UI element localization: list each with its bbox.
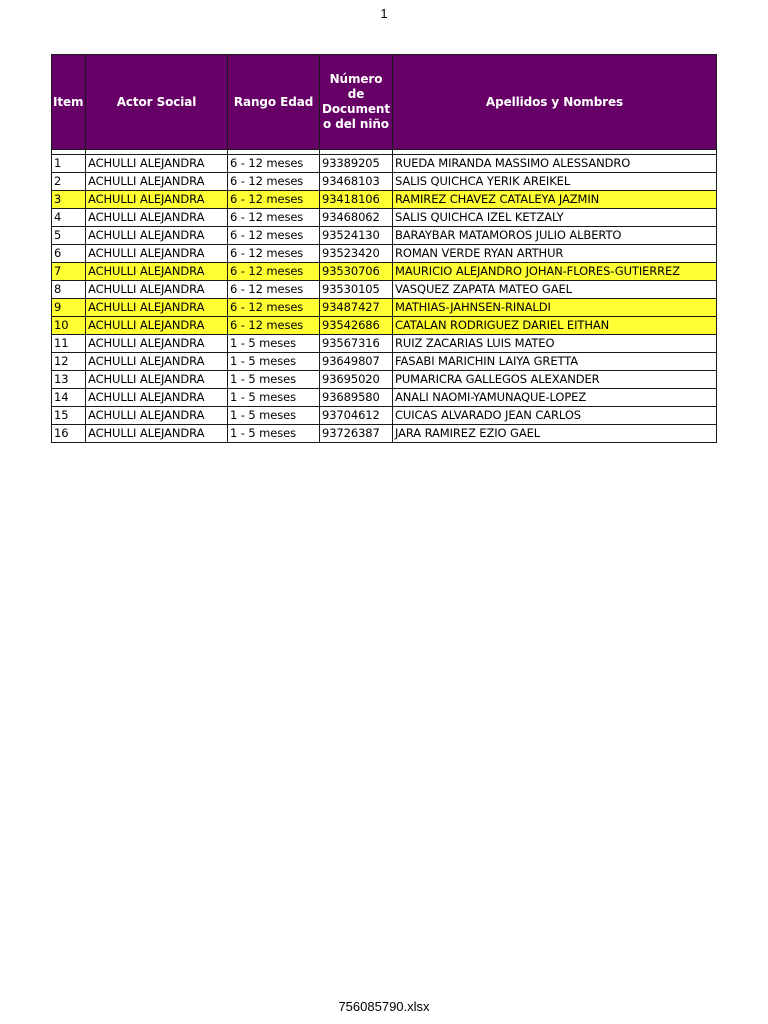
cell-apellidos-nombres: MATHIAS-JAHNSEN-RINALDI <box>393 299 717 317</box>
cell-rango-edad: 1 - 5 meses <box>228 353 320 371</box>
cell-actor-social: ACHULLI ALEJANDRA <box>86 407 228 425</box>
cell-item: 14 <box>52 389 86 407</box>
cell-numero-documento: 93418106 <box>320 191 393 209</box>
cell-item: 2 <box>52 173 86 191</box>
header-row <box>52 55 717 150</box>
cell-numero-documento: 93542686 <box>320 317 393 335</box>
cell-item: 5 <box>52 227 86 245</box>
cell-item: 9 <box>52 299 86 317</box>
cell-rango-edad: 6 - 12 meses <box>228 155 320 173</box>
table-row <box>52 209 717 227</box>
cell-numero-documento: 93468103 <box>320 173 393 191</box>
cell-item: 13 <box>52 371 86 389</box>
cell-numero-documento: 93704612 <box>320 407 393 425</box>
page-number: 1 <box>380 6 388 21</box>
file-name-footer: 756085790.xlsx <box>338 999 430 1014</box>
cell-numero-documento: 93689580 <box>320 389 393 407</box>
cell-actor-social: ACHULLI ALEJANDRA <box>86 245 228 263</box>
table-row <box>52 335 717 353</box>
header-numero-documento: Número de Document o del niño <box>320 55 393 150</box>
cell-item: 7 <box>52 263 86 281</box>
cell-rango-edad: 6 - 12 meses <box>228 245 320 263</box>
header-rango-edad: Rango Edad <box>228 55 320 150</box>
cell-rango-edad: 1 - 5 meses <box>228 425 320 443</box>
cell-rango-edad: 6 - 12 meses <box>228 281 320 299</box>
cell-apellidos-nombres: ANALI NAOMI-YAMUNAQUE-LOPEZ <box>393 389 717 407</box>
cell-apellidos-nombres: CATALAN RODRIGUEZ DARIEL EITHAN <box>393 317 717 335</box>
cell-item: 3 <box>52 191 86 209</box>
cell-apellidos-nombres: RUIZ ZACARIAS LUIS MATEO <box>393 335 717 353</box>
cell-numero-documento: 93726387 <box>320 425 393 443</box>
cell-apellidos-nombres: BARAYBAR MATAMOROS JULIO ALBERTO <box>393 227 717 245</box>
cell-actor-social: ACHULLI ALEJANDRA <box>86 389 228 407</box>
cell-apellidos-nombres: JARA RAMIREZ EZIO GAEL <box>393 425 717 443</box>
cell-rango-edad: 6 - 12 meses <box>228 173 320 191</box>
cell-item: 11 <box>52 335 86 353</box>
cell-numero-documento: 93530706 <box>320 263 393 281</box>
cell-apellidos-nombres: CUICAS ALVARADO JEAN CARLOS <box>393 407 717 425</box>
cell-numero-documento: 93523420 <box>320 245 393 263</box>
cell-actor-social: ACHULLI ALEJANDRA <box>86 335 228 353</box>
table-row <box>52 263 717 281</box>
cell-rango-edad: 6 - 12 meses <box>228 191 320 209</box>
cell-apellidos-nombres: RAMIREZ CHAVEZ CATALEYA JAZMIN <box>393 191 717 209</box>
header-actor-social: Actor Social <box>86 55 228 150</box>
cell-apellidos-nombres: ROMAN VERDE RYAN ARTHUR <box>393 245 717 263</box>
table-row <box>52 227 717 245</box>
cell-rango-edad: 6 - 12 meses <box>228 263 320 281</box>
cell-numero-documento: 93524130 <box>320 227 393 245</box>
cell-apellidos-nombres: RUEDA MIRANDA MASSIMO ALESSANDRO <box>393 155 717 173</box>
table-row <box>52 299 717 317</box>
table-row <box>52 317 717 335</box>
table-row <box>52 191 717 209</box>
cell-apellidos-nombres: VASQUEZ ZAPATA MATEO GAEL <box>393 281 717 299</box>
header-apellidos-nombres: Apellidos y Nombres <box>393 55 717 150</box>
cell-rango-edad: 6 - 12 meses <box>228 209 320 227</box>
cell-actor-social: ACHULLI ALEJANDRA <box>86 191 228 209</box>
table-row <box>52 245 717 263</box>
table-row <box>52 353 717 371</box>
cell-apellidos-nombres: MAURICIO ALEJANDRO JOHAN-FLORES-GUTIERREZ <box>393 263 717 281</box>
header-item: Item <box>52 55 86 150</box>
cell-rango-edad: 6 - 12 meses <box>228 299 320 317</box>
cell-numero-documento: 93695020 <box>320 371 393 389</box>
cell-numero-documento: 93389205 <box>320 155 393 173</box>
table-row <box>52 407 717 425</box>
cell-item: 15 <box>52 407 86 425</box>
cell-item: 1 <box>52 155 86 173</box>
cell-item: 8 <box>52 281 86 299</box>
cell-rango-edad: 1 - 5 meses <box>228 407 320 425</box>
cell-actor-social: ACHULLI ALEJANDRA <box>86 227 228 245</box>
table-row <box>52 155 717 173</box>
cell-actor-social: ACHULLI ALEJANDRA <box>86 281 228 299</box>
cell-actor-social: ACHULLI ALEJANDRA <box>86 317 228 335</box>
cell-apellidos-nombres: FASABI MARICHIN LAIYA GRETTA <box>393 353 717 371</box>
cell-numero-documento: 93530105 <box>320 281 393 299</box>
cell-apellidos-nombres: SALIS QUICHCA IZEL KETZALY <box>393 209 717 227</box>
table-row <box>52 173 717 191</box>
table-row <box>52 425 717 443</box>
cell-rango-edad: 6 - 12 meses <box>228 227 320 245</box>
cell-actor-social: ACHULLI ALEJANDRA <box>86 299 228 317</box>
cell-numero-documento: 93487427 <box>320 299 393 317</box>
cell-actor-social: ACHULLI ALEJANDRA <box>86 173 228 191</box>
table-body <box>52 150 717 443</box>
cell-actor-social: ACHULLI ALEJANDRA <box>86 263 228 281</box>
cell-rango-edad: 1 - 5 meses <box>228 389 320 407</box>
cell-numero-documento: 93649807 <box>320 353 393 371</box>
cell-numero-documento: 93468062 <box>320 209 393 227</box>
cell-actor-social: ACHULLI ALEJANDRA <box>86 155 228 173</box>
cell-item: 12 <box>52 353 86 371</box>
cell-actor-social: ACHULLI ALEJANDRA <box>86 425 228 443</box>
table-row <box>52 389 717 407</box>
cell-rango-edad: 1 - 5 meses <box>228 335 320 353</box>
table-row <box>52 281 717 299</box>
cell-rango-edad: 1 - 5 meses <box>228 371 320 389</box>
cell-actor-social: ACHULLI ALEJANDRA <box>86 353 228 371</box>
cell-apellidos-nombres: PUMARICRA GALLEGOS ALEXANDER <box>393 371 717 389</box>
table-row <box>52 371 717 389</box>
cell-apellidos-nombres: SALIS QUICHCA YERIK AREIKEL <box>393 173 717 191</box>
cell-actor-social: ACHULLI ALEJANDRA <box>86 209 228 227</box>
cell-item: 16 <box>52 425 86 443</box>
cell-rango-edad: 6 - 12 meses <box>228 317 320 335</box>
cell-numero-documento: 93567316 <box>320 335 393 353</box>
cell-item: 6 <box>52 245 86 263</box>
cell-item: 10 <box>52 317 86 335</box>
data-table <box>51 54 717 443</box>
cell-actor-social: ACHULLI ALEJANDRA <box>86 371 228 389</box>
cell-item: 4 <box>52 209 86 227</box>
